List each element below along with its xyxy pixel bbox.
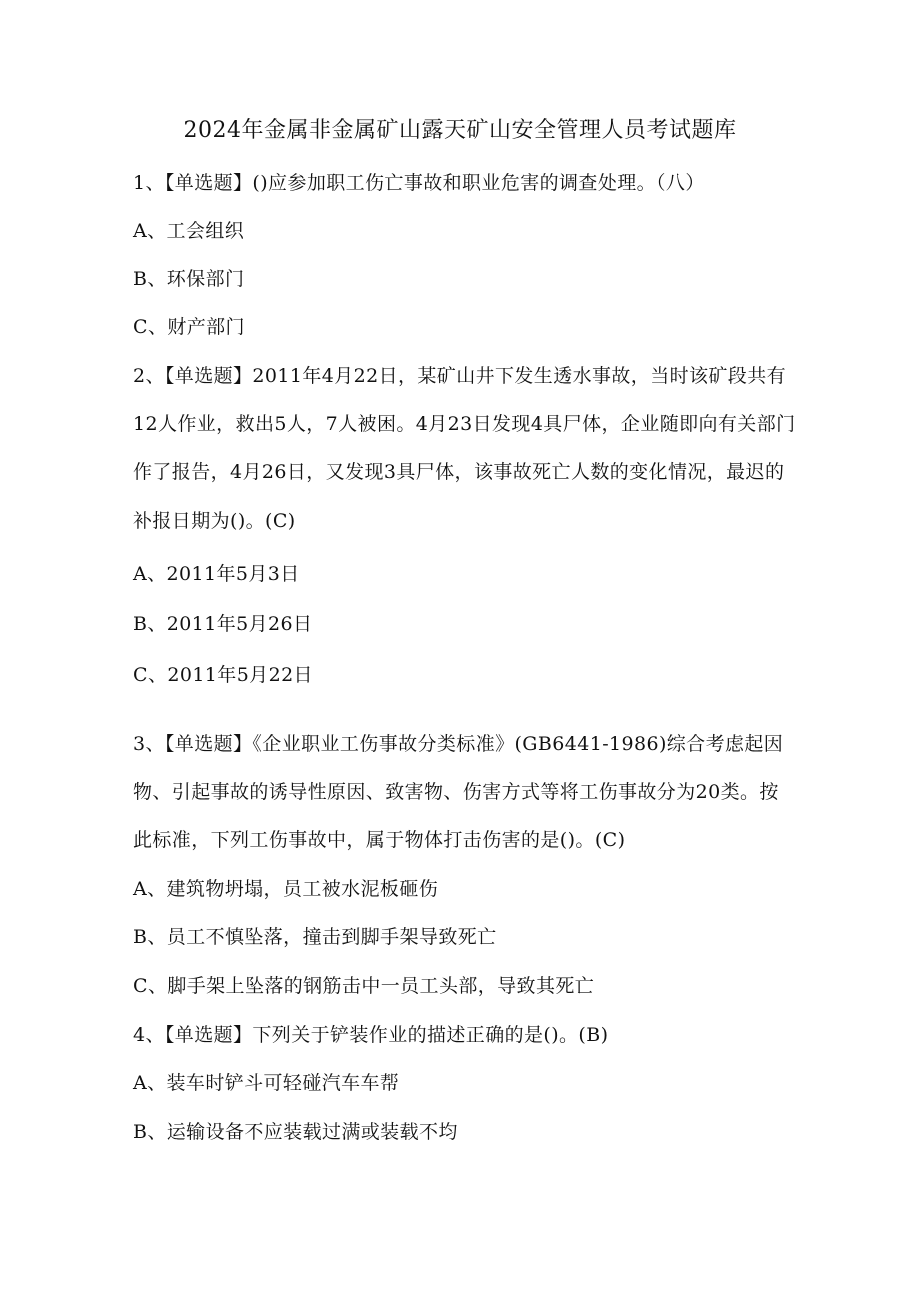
question-1-option-a: A、工会组织 <box>133 220 245 242</box>
question-3-option-c: C、脚手架上坠落的钢筋击中一员工头部，导致其死亡 <box>133 975 595 997</box>
question-3-option-a: A、建筑物坍塌，员工被水泥板砸伤 <box>133 878 439 900</box>
question-2-line-1: 2、【单选题】2011年4月22日，某矿山井下发生透水事故，当时该矿段共有 <box>133 365 787 387</box>
question-3-line-3: 此标准，下列工伤事故中，属于物体打击伤害的是()。(C) <box>133 829 626 851</box>
question-2-option-a: A、2011年5月3日 <box>133 563 300 585</box>
question-1-option-c: C、财产部门 <box>133 316 245 338</box>
question-1-option-b: B、环保部门 <box>133 268 245 290</box>
question-4-line-1: 4、【单选题】下列关于铲装作业的描述正确的是()。(B) <box>133 1024 609 1046</box>
question-2-option-b: B、2011年5月26日 <box>133 613 313 635</box>
question-3-line-2: 物、引起事故的诱导性原因、致害物、伤害方式等将工伤事故分为20类。按 <box>133 781 779 803</box>
question-3-option-b: B、员工不慎坠落，撞击到脚手架导致死亡 <box>133 926 497 948</box>
question-3-line-1: 3、【单选题】《企业职业工伤事故分类标准》(GB6441-1986)综合考虑起因 <box>133 733 784 755</box>
document-title: 2024年金属非金属矿山露天矿山安全管理人员考试题库 <box>183 118 737 143</box>
question-4-option-a: A、装车时铲斗可轻碰汽车车帮 <box>133 1072 400 1094</box>
question-4-option-b: B、运输设备不应装载过满或装载不均 <box>133 1121 458 1143</box>
question-2-line-4: 补报日期为()。(C) <box>133 510 296 532</box>
question-2-option-c: C、2011年5月22日 <box>133 664 313 686</box>
question-2-line-2: 12人作业，救出5人，7人被困。4月23日发现4具尸体，企业随即向有关部门 <box>133 413 796 435</box>
question-1-line-1: 1、【单选题】()应参加职工伤亡事故和职业危害的调查处理。（八） <box>133 172 705 194</box>
question-2-line-3: 作了报告，4月26日，又发现3具尸体，该事故死亡人数的变化情况，最迟的 <box>133 461 785 483</box>
